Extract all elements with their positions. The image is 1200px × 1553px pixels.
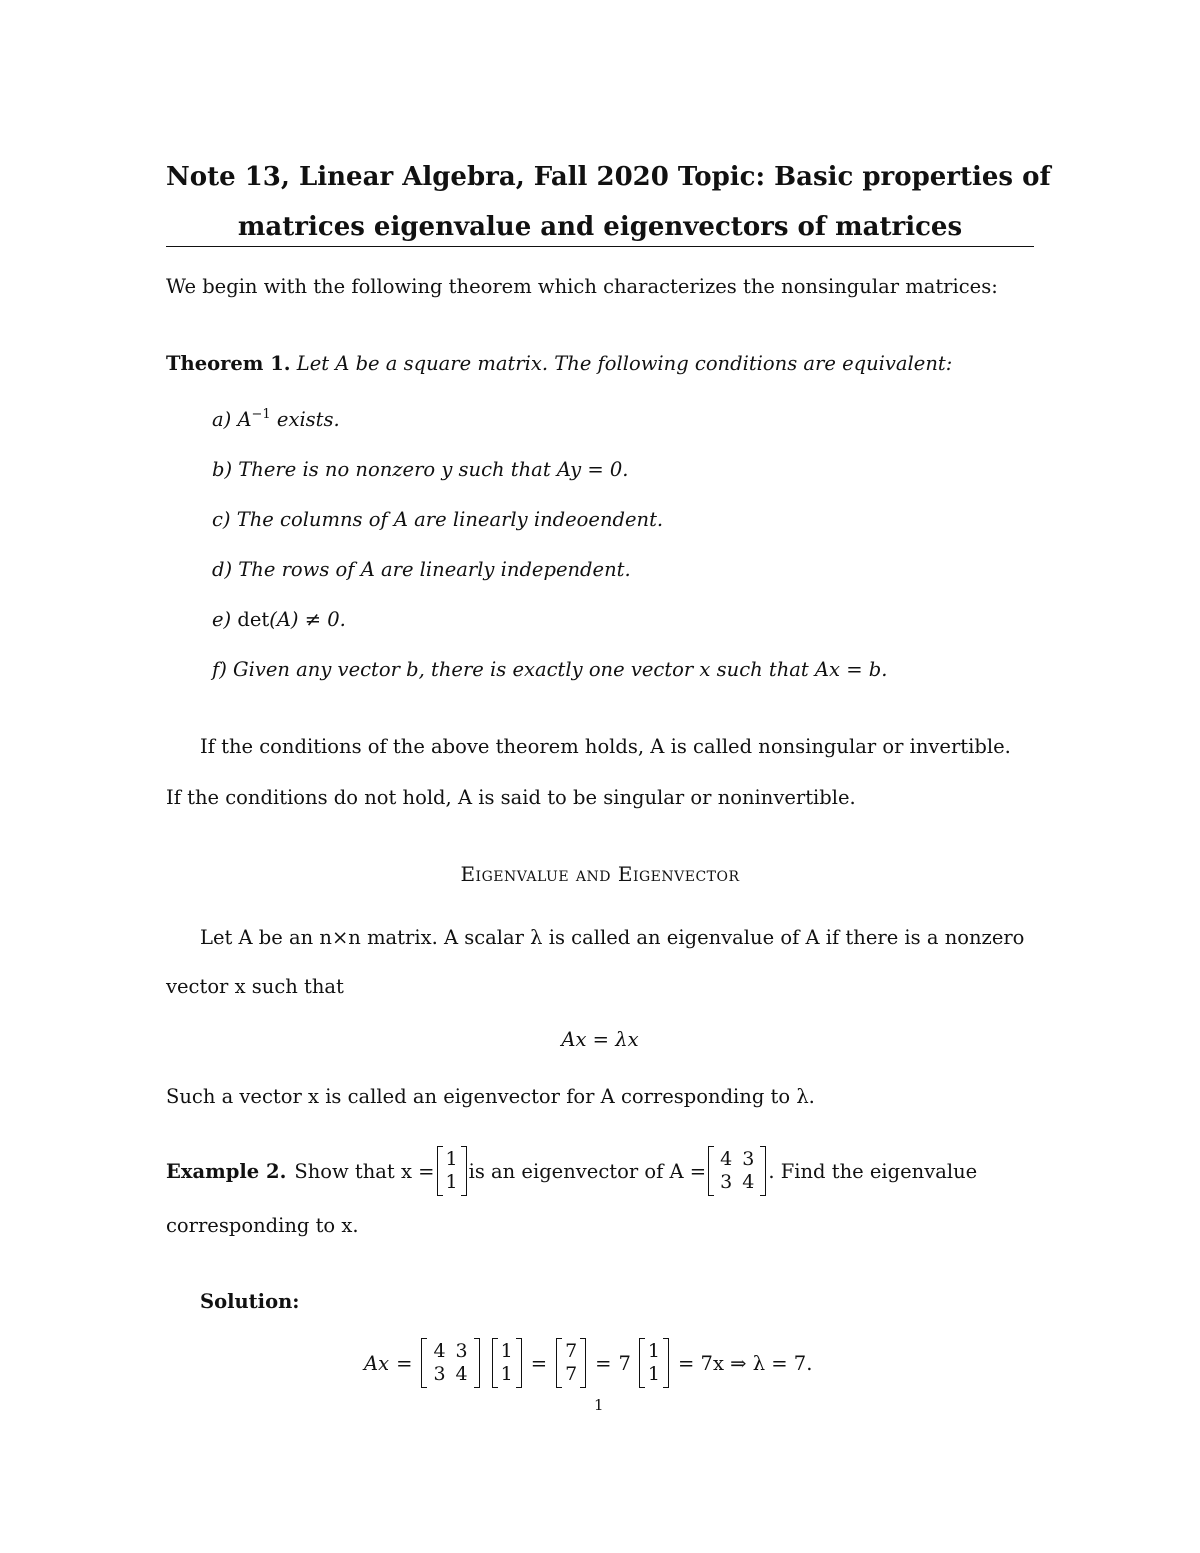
solution-label: Solution: <box>200 1290 300 1313</box>
theorem-item-c: c) The columns of A are linearly indeoendent. <box>212 508 664 531</box>
eigen-equation: Ax = λx <box>561 1028 639 1051</box>
theorem-item-e: e) det(A) ≠ 0. <box>212 608 346 631</box>
solution-vector: 1 1 <box>492 1338 522 1388</box>
item-label: a) <box>212 408 232 431</box>
definition-line-3: Such a vector x is called an eigenvector for A corresponding to λ. <box>166 1085 815 1108</box>
theorem-item-b: b) There is no nonzero y such that Ay = 0. <box>212 458 629 481</box>
unit-vector: 1 1 <box>639 1338 669 1388</box>
conditions-line-2: If the conditions do not hold, A is said to be singular or noninvertible. <box>166 786 856 809</box>
title-line-2: matrices eigenvalue and eigenvectors of matrices <box>237 212 963 242</box>
example-label: Example 2. <box>166 1159 287 1183</box>
theorem-text: Let A be a square matrix. The following conditions are equivalent: <box>296 352 953 375</box>
a-matrix: 4 3 3 4 <box>708 1146 766 1196</box>
example-line-1 <box>166 1146 977 1196</box>
example-text-2: is an eigenvector of A = <box>468 1159 707 1183</box>
theorem-item-d: d) The rows of A are linearly independent. <box>212 558 631 581</box>
theorem-label: Theorem 1. <box>166 352 291 375</box>
item-label: c) <box>212 508 231 531</box>
example-text-1: Show that x = <box>294 1159 435 1183</box>
item-label: b) <box>212 458 233 481</box>
example-line-2: corresponding to x. <box>166 1214 359 1237</box>
solution-matrix: 4 3 3 4 <box>421 1338 479 1388</box>
definition-line-2: vector x such that <box>166 975 344 998</box>
definition-line-1: Let A be an n×n matrix. A scalar λ is called an eigenvalue of A if there is a nonzero <box>200 926 1025 949</box>
conditions-line-1: If the conditions of the above theorem holds, A is called nonsingular or invertible. <box>200 735 1011 758</box>
title-line-1: Note 13, Linear Algebra, Fall 2020 Topic: Basic properties of <box>166 162 1051 192</box>
solution-equation: Ax = 4 3 3 4 1 1 = 7 7 = 7 1 1 = 7x ⇒ λ = 7. <box>364 1338 812 1388</box>
theorem-item-a: a) $A^{-1}$ exists. <box>212 407 340 431</box>
intro-paragraph: We begin with the following theorem which characterizes the nonsingular matrices: <box>166 275 998 298</box>
title-rule <box>166 246 1034 247</box>
item-label: d) <box>212 558 233 581</box>
solution-tail: = 7x ⇒ λ = 7. <box>678 1351 813 1375</box>
x-vector: 1 1 <box>437 1146 467 1196</box>
item-label: f) <box>212 658 227 681</box>
section-heading: Eigenvalue and Eigenvector <box>460 862 740 886</box>
item-label: e) <box>212 608 232 631</box>
theorem-item-f: f) Given any vector b, there is exactly one vector x such that Ax = b. <box>212 658 888 681</box>
example-text-3: . Find the eigenvalue <box>768 1159 978 1183</box>
page-number: 1 <box>594 1396 604 1414</box>
result-vector: 7 7 <box>556 1338 586 1388</box>
theorem-statement <box>166 352 952 375</box>
